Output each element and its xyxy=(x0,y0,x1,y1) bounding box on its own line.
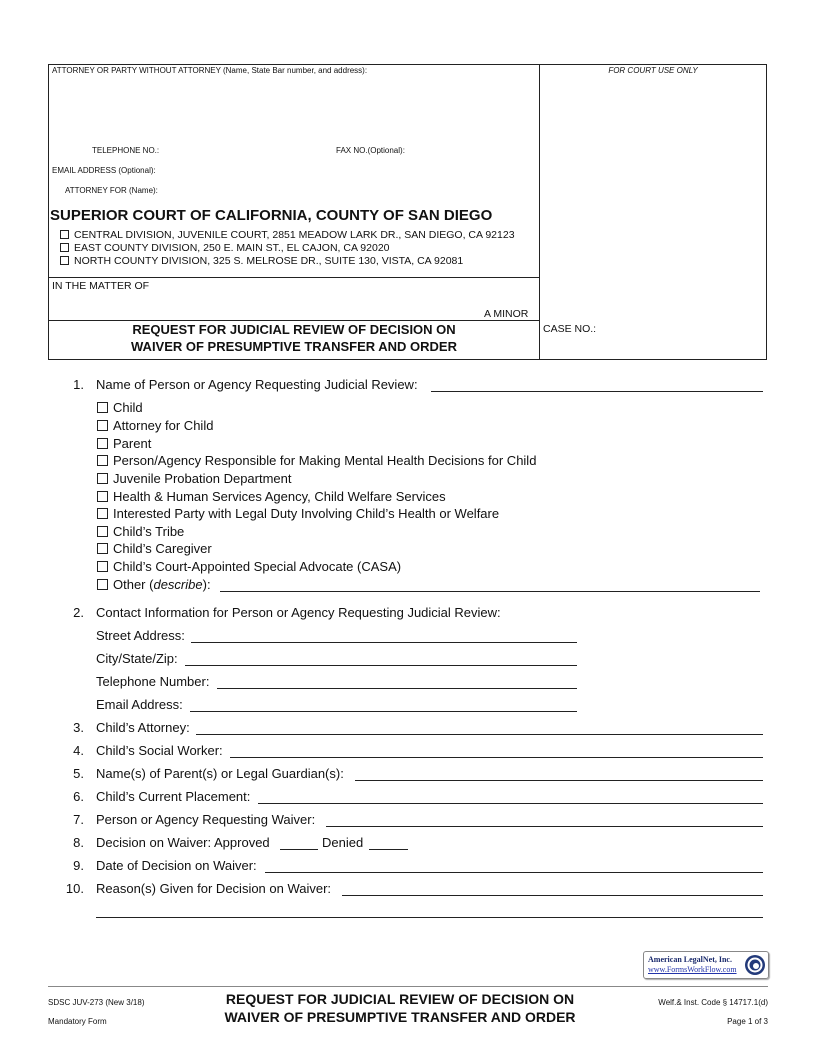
footer-title-line-2: WAIVER OF PRESUMPTIVE TRANSFER AND ORDER xyxy=(224,1009,576,1025)
item-9-label: Date of Decision on Waiver: xyxy=(96,858,257,873)
option-child xyxy=(97,400,143,415)
checkbox-attorney[interactable] xyxy=(97,420,108,431)
phone-label: Telephone Number: xyxy=(96,674,210,689)
email-label: EMAIL ADDRESS (Optional): xyxy=(52,166,156,175)
option-parent xyxy=(97,436,151,451)
page-number: Page 1 of 3 xyxy=(727,1017,768,1026)
denied-label: Denied xyxy=(322,835,364,850)
item-6-field[interactable] xyxy=(258,803,763,804)
option-casa-label: Child’s Court-Appointed Special Advocate (CASA) xyxy=(113,559,402,574)
item-4-label: Child’s Social Worker: xyxy=(96,743,223,758)
division-central xyxy=(60,229,515,241)
street-label: Street Address: xyxy=(96,628,185,643)
item-9-field[interactable] xyxy=(265,872,763,873)
logo-url[interactable]: www.FormsWorkFlow.com xyxy=(648,965,737,974)
matter-label: IN THE MATTER OF xyxy=(52,280,150,292)
other-field[interactable] xyxy=(220,591,760,592)
mandatory-form: Mandatory Form xyxy=(48,1017,107,1026)
item-1-label: Name of Person or Agency Requesting Judicial Review: xyxy=(96,377,418,392)
court-use-box xyxy=(539,64,767,360)
item-10-field[interactable] xyxy=(342,895,763,896)
checkbox-caregiver[interactable] xyxy=(97,543,108,554)
option-caregiver xyxy=(97,541,212,556)
item-6-label: Child’s Current Placement: xyxy=(96,789,251,804)
item-1-field[interactable] xyxy=(431,391,763,392)
city-label: City/State/Zip: xyxy=(96,651,178,666)
form-id: SDSC JUV-273 (New 3/18) xyxy=(48,998,145,1007)
item-9-number: 9. xyxy=(73,858,84,873)
footer-title-line-1: REQUEST FOR JUDICIAL REVIEW OF DECISION ON xyxy=(225,991,575,1007)
city-field[interactable] xyxy=(185,665,577,666)
item-10-number: 10. xyxy=(65,881,84,896)
item-5-field[interactable] xyxy=(355,780,763,781)
option-mental-health xyxy=(97,453,536,468)
option-attorney xyxy=(97,418,213,433)
division-north xyxy=(60,255,463,267)
checkbox-tribe[interactable] xyxy=(97,526,108,537)
item-4-field[interactable] xyxy=(230,757,763,758)
division-north-text: NORTH COUNTY DIVISION, 325 S. MELROSE DR., SUITE 130, VISTA, CA 92081 xyxy=(74,255,464,267)
option-other xyxy=(97,577,211,592)
division-east xyxy=(60,242,390,254)
item-7-field[interactable] xyxy=(326,826,763,827)
option-interested-party-label: Interested Party with Legal Duty Involving Child’s Health or Welfare xyxy=(113,506,500,521)
option-mental-health-label: Person/Agency Responsible for Making Mental Health Decisions for Child xyxy=(113,453,537,468)
item-2-number: 2. xyxy=(73,605,84,620)
item-5-number: 5. xyxy=(73,766,84,781)
option-attorney-label: Attorney for Child xyxy=(113,418,214,433)
option-probation-label: Juvenile Probation Department xyxy=(113,471,292,486)
option-parent-label: Parent xyxy=(113,436,152,451)
street-field[interactable] xyxy=(191,642,577,643)
footer-rule xyxy=(48,986,768,987)
checkbox-child[interactable] xyxy=(97,402,108,413)
item-8-label: Decision on Waiver: Approved xyxy=(96,835,270,850)
item-5-label: Name(s) of Parent(s) or Legal Guardian(s): xyxy=(96,766,344,781)
title-line-2: WAIVER OF PRESUMPTIVE TRANSFER AND ORDER xyxy=(131,339,457,354)
option-child-label: Child xyxy=(113,400,143,415)
item-2-label: Contact Information for Person or Agency Requesting Judicial Review: xyxy=(96,605,501,620)
option-tribe xyxy=(97,524,184,539)
logo-icon xyxy=(744,954,766,976)
statute-code: Welf.& Inst. Code § 14717.1(d) xyxy=(658,998,768,1007)
court-use-label: FOR COURT USE ONLY xyxy=(608,66,698,75)
approved-field[interactable] xyxy=(280,849,318,850)
attorney-for-label: ATTORNEY FOR (Name): xyxy=(65,186,158,195)
telephone-label: TELEPHONE NO.: xyxy=(92,146,160,155)
item-1-number: 1. xyxy=(73,377,84,392)
option-caregiver-label: Child’s Caregiver xyxy=(113,541,212,556)
option-other-italic: describe xyxy=(153,577,203,592)
logo-box xyxy=(643,951,769,979)
option-other-label: Other ( xyxy=(113,577,154,592)
logo-company: American LegalNet, Inc. xyxy=(648,955,732,964)
option-interested-party xyxy=(97,506,499,521)
item-6-number: 6. xyxy=(73,789,84,804)
option-hhsa xyxy=(97,489,446,504)
option-probation xyxy=(97,471,292,486)
fax-label: FAX NO.(Optional): xyxy=(336,146,405,155)
minor-label: A MINOR xyxy=(484,308,529,320)
checkbox-parent[interactable] xyxy=(97,438,108,449)
item-10-label: Reason(s) Given for Decision on Waiver: xyxy=(96,881,332,896)
email-address-field[interactable] xyxy=(190,711,577,712)
checkbox-central[interactable] xyxy=(60,230,69,239)
checkbox-east[interactable] xyxy=(60,243,69,252)
item-4-number: 4. xyxy=(73,743,84,758)
item-10-field-2[interactable] xyxy=(96,917,763,918)
title-line-1: REQUEST FOR JUDICIAL REVIEW OF DECISION ON xyxy=(132,322,456,337)
email-address-label: Email Address: xyxy=(96,697,183,712)
division-east-text: EAST COUNTY DIVISION, 250 E. MAIN ST., EL CAJON, CA 92020 xyxy=(74,242,390,254)
checkbox-mental-health[interactable] xyxy=(97,455,108,466)
option-tribe-label: Child’s Tribe xyxy=(113,524,185,539)
checkbox-probation[interactable] xyxy=(97,473,108,484)
item-3-field[interactable] xyxy=(196,734,763,735)
checkbox-casa[interactable] xyxy=(97,561,108,572)
item-7-label: Person or Agency Requesting Waiver: xyxy=(96,812,316,827)
division-central-text: CENTRAL DIVISION, JUVENILE COURT, 2851 MEADOW LARK DR., SAN DIEGO, CA 92123 xyxy=(74,229,515,241)
option-other-close: ): xyxy=(202,577,211,592)
court-name: SUPERIOR COURT OF CALIFORNIA, COUNTY OF SAN DIEGO xyxy=(50,207,493,224)
phone-field[interactable] xyxy=(217,688,577,689)
checkbox-other[interactable] xyxy=(97,579,108,590)
option-casa xyxy=(97,559,401,574)
checkbox-north[interactable] xyxy=(60,256,69,265)
attorney-label: ATTORNEY OR PARTY WITHOUT ATTORNEY (Name, State Bar number, and address): xyxy=(52,66,368,75)
item-3-number: 3. xyxy=(73,720,84,735)
denied-field[interactable] xyxy=(369,849,408,850)
item-8-number: 8. xyxy=(73,835,84,850)
item-7-number: 7. xyxy=(73,812,84,827)
checkbox-hhsa[interactable] xyxy=(97,491,108,502)
checkbox-interested-party[interactable] xyxy=(97,508,108,519)
item-3-label: Child’s Attorney: xyxy=(96,720,190,735)
case-no-label: CASE NO.: xyxy=(543,323,597,335)
option-hhsa-label: Health & Human Services Agency, Child Welfare Services xyxy=(113,489,446,504)
